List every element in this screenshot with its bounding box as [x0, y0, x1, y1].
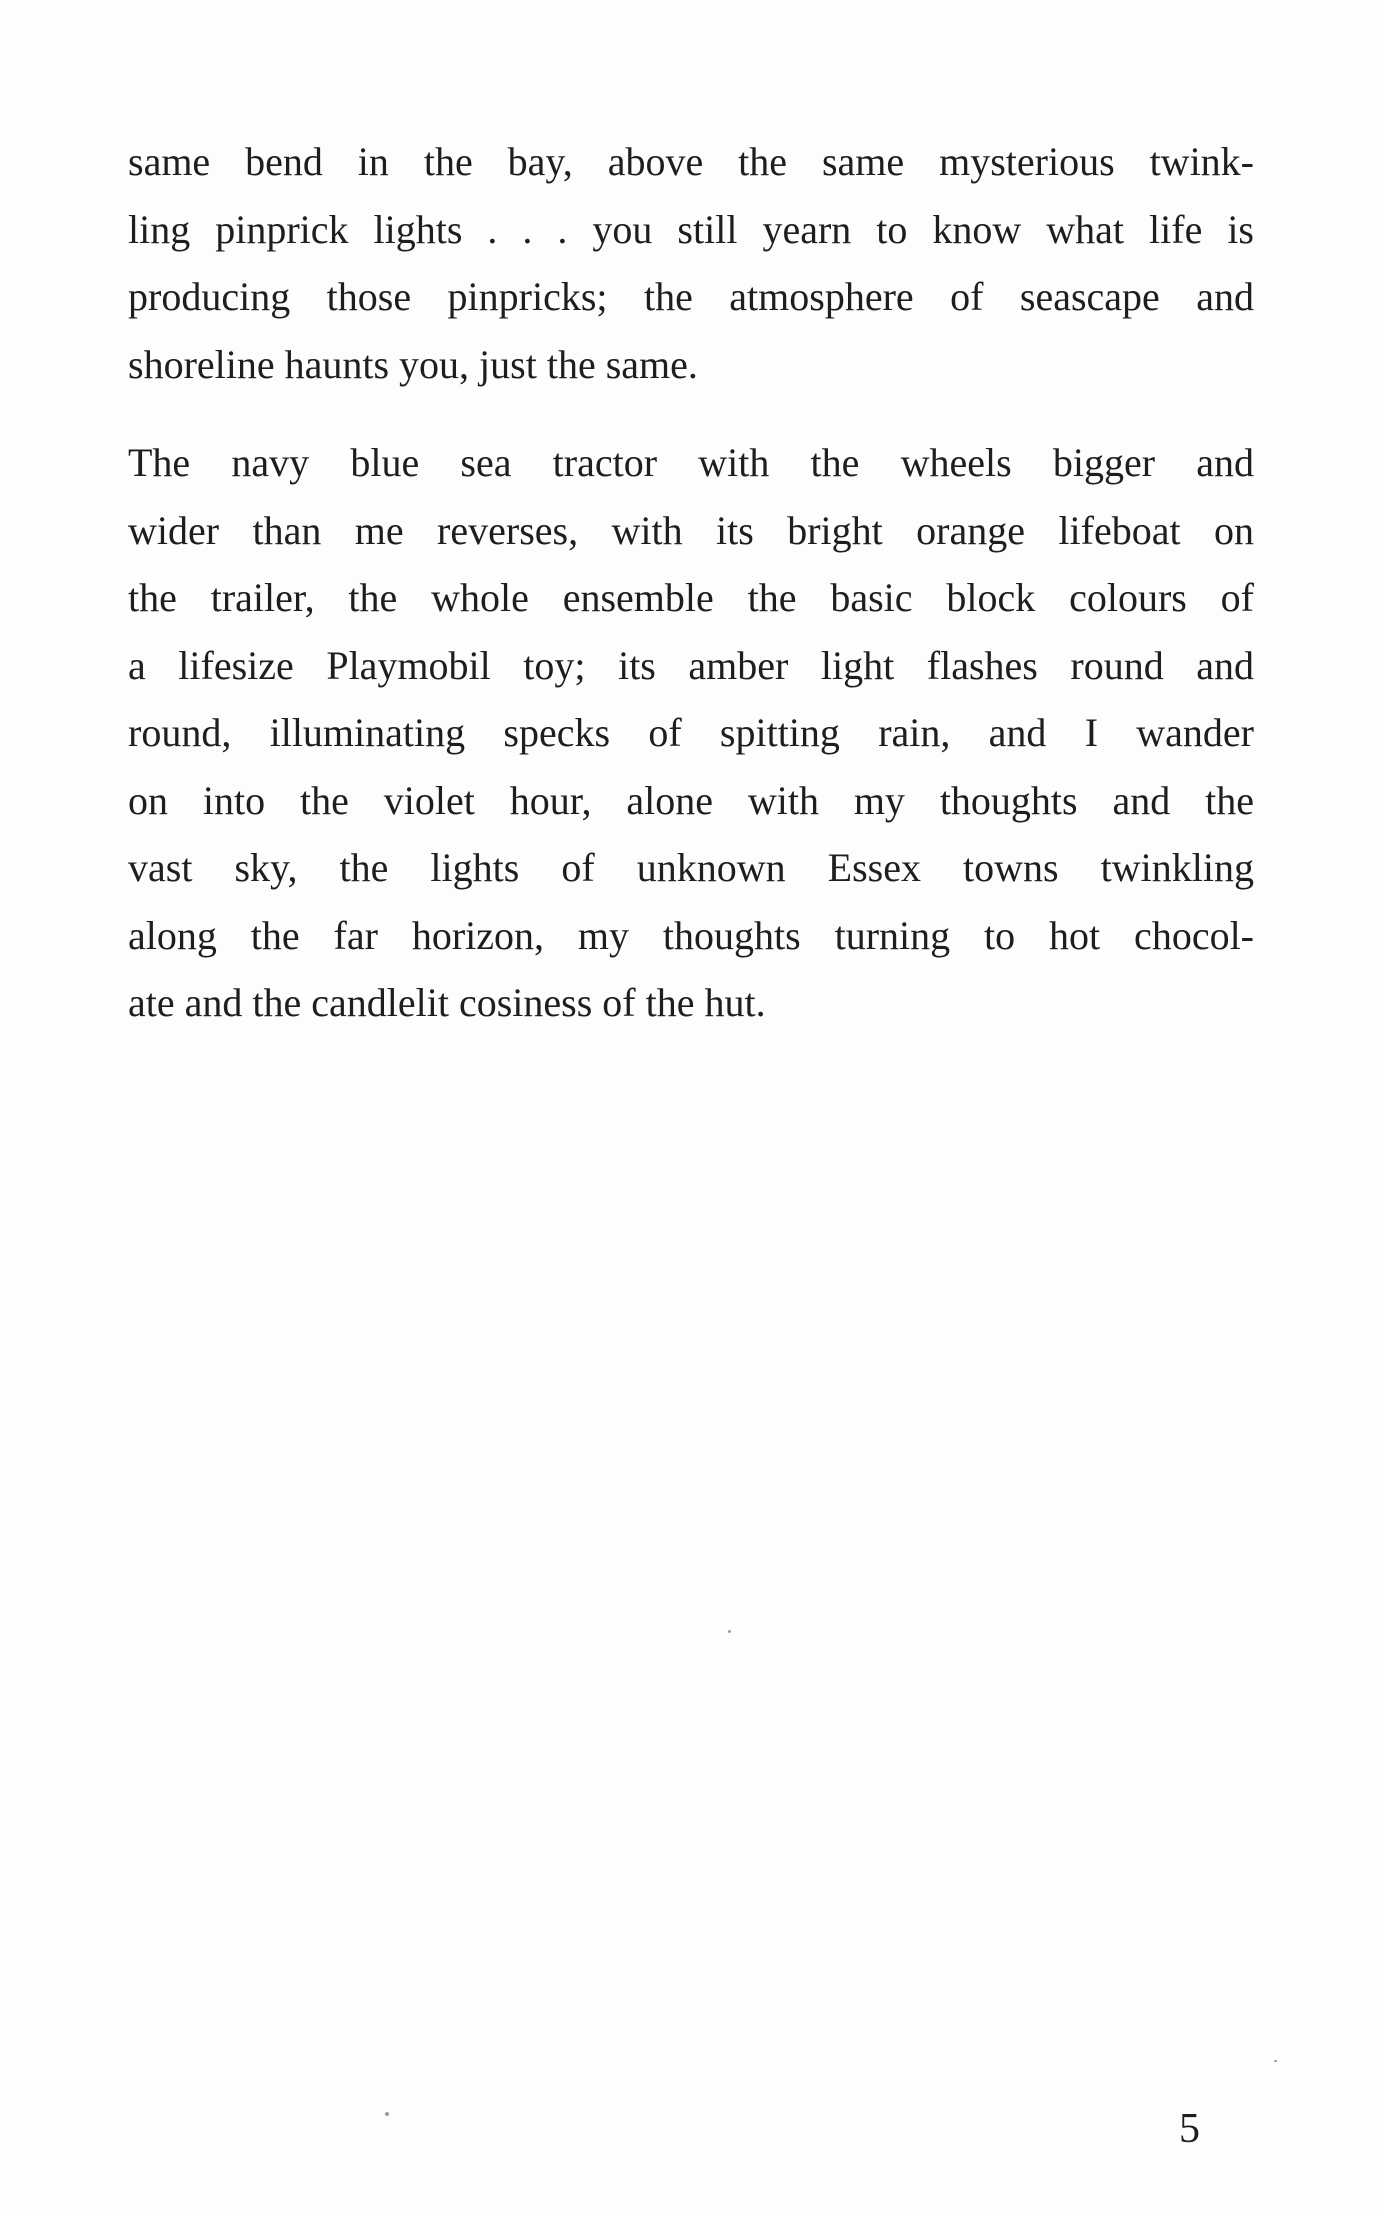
- text-line: round, illuminating specks of spitting rain, and I wander: [128, 710, 1254, 755]
- body-text: [128, 128, 1254, 1037]
- text-line: the trailer, the whole ensemble the basic block colours of: [128, 575, 1254, 620]
- text-line: vast sky, the lights of unknown Essex towns twinkling: [128, 845, 1254, 890]
- scan-speck: [728, 1630, 731, 1633]
- text-line: The navy blue sea tractor with the wheels bigger and: [128, 440, 1254, 485]
- text-line: shoreline haunts you, just the same.: [128, 341, 698, 387]
- scan-speck: [385, 2112, 389, 2116]
- scan-speck: [1274, 2060, 1277, 2062]
- text-line: ate and the candlelit cosiness of the hut.: [128, 980, 766, 1025]
- text-line: along the far horizon, my thoughts turning to hot chocol-: [128, 912, 1254, 958]
- text-line: on into the violet hour, alone with my thoughts and the: [128, 777, 1254, 823]
- page-number: 5: [1179, 2106, 1200, 2152]
- paragraph-1: [128, 128, 1254, 398]
- text-line: producing those pinpricks; the atmosphere of seascape and: [128, 274, 1254, 319]
- text-line: a lifesize Playmobil toy; its amber light flashes round and: [128, 642, 1254, 688]
- text-line: wider than me reverses, with its bright orange lifeboat on: [128, 507, 1254, 553]
- text-line: same bend in the bay, above the same mysterious twink-: [128, 139, 1254, 184]
- paragraph-2: [128, 429, 1254, 1037]
- text-line: ling pinprick lights . . . you still yearn to know what life is: [128, 206, 1254, 252]
